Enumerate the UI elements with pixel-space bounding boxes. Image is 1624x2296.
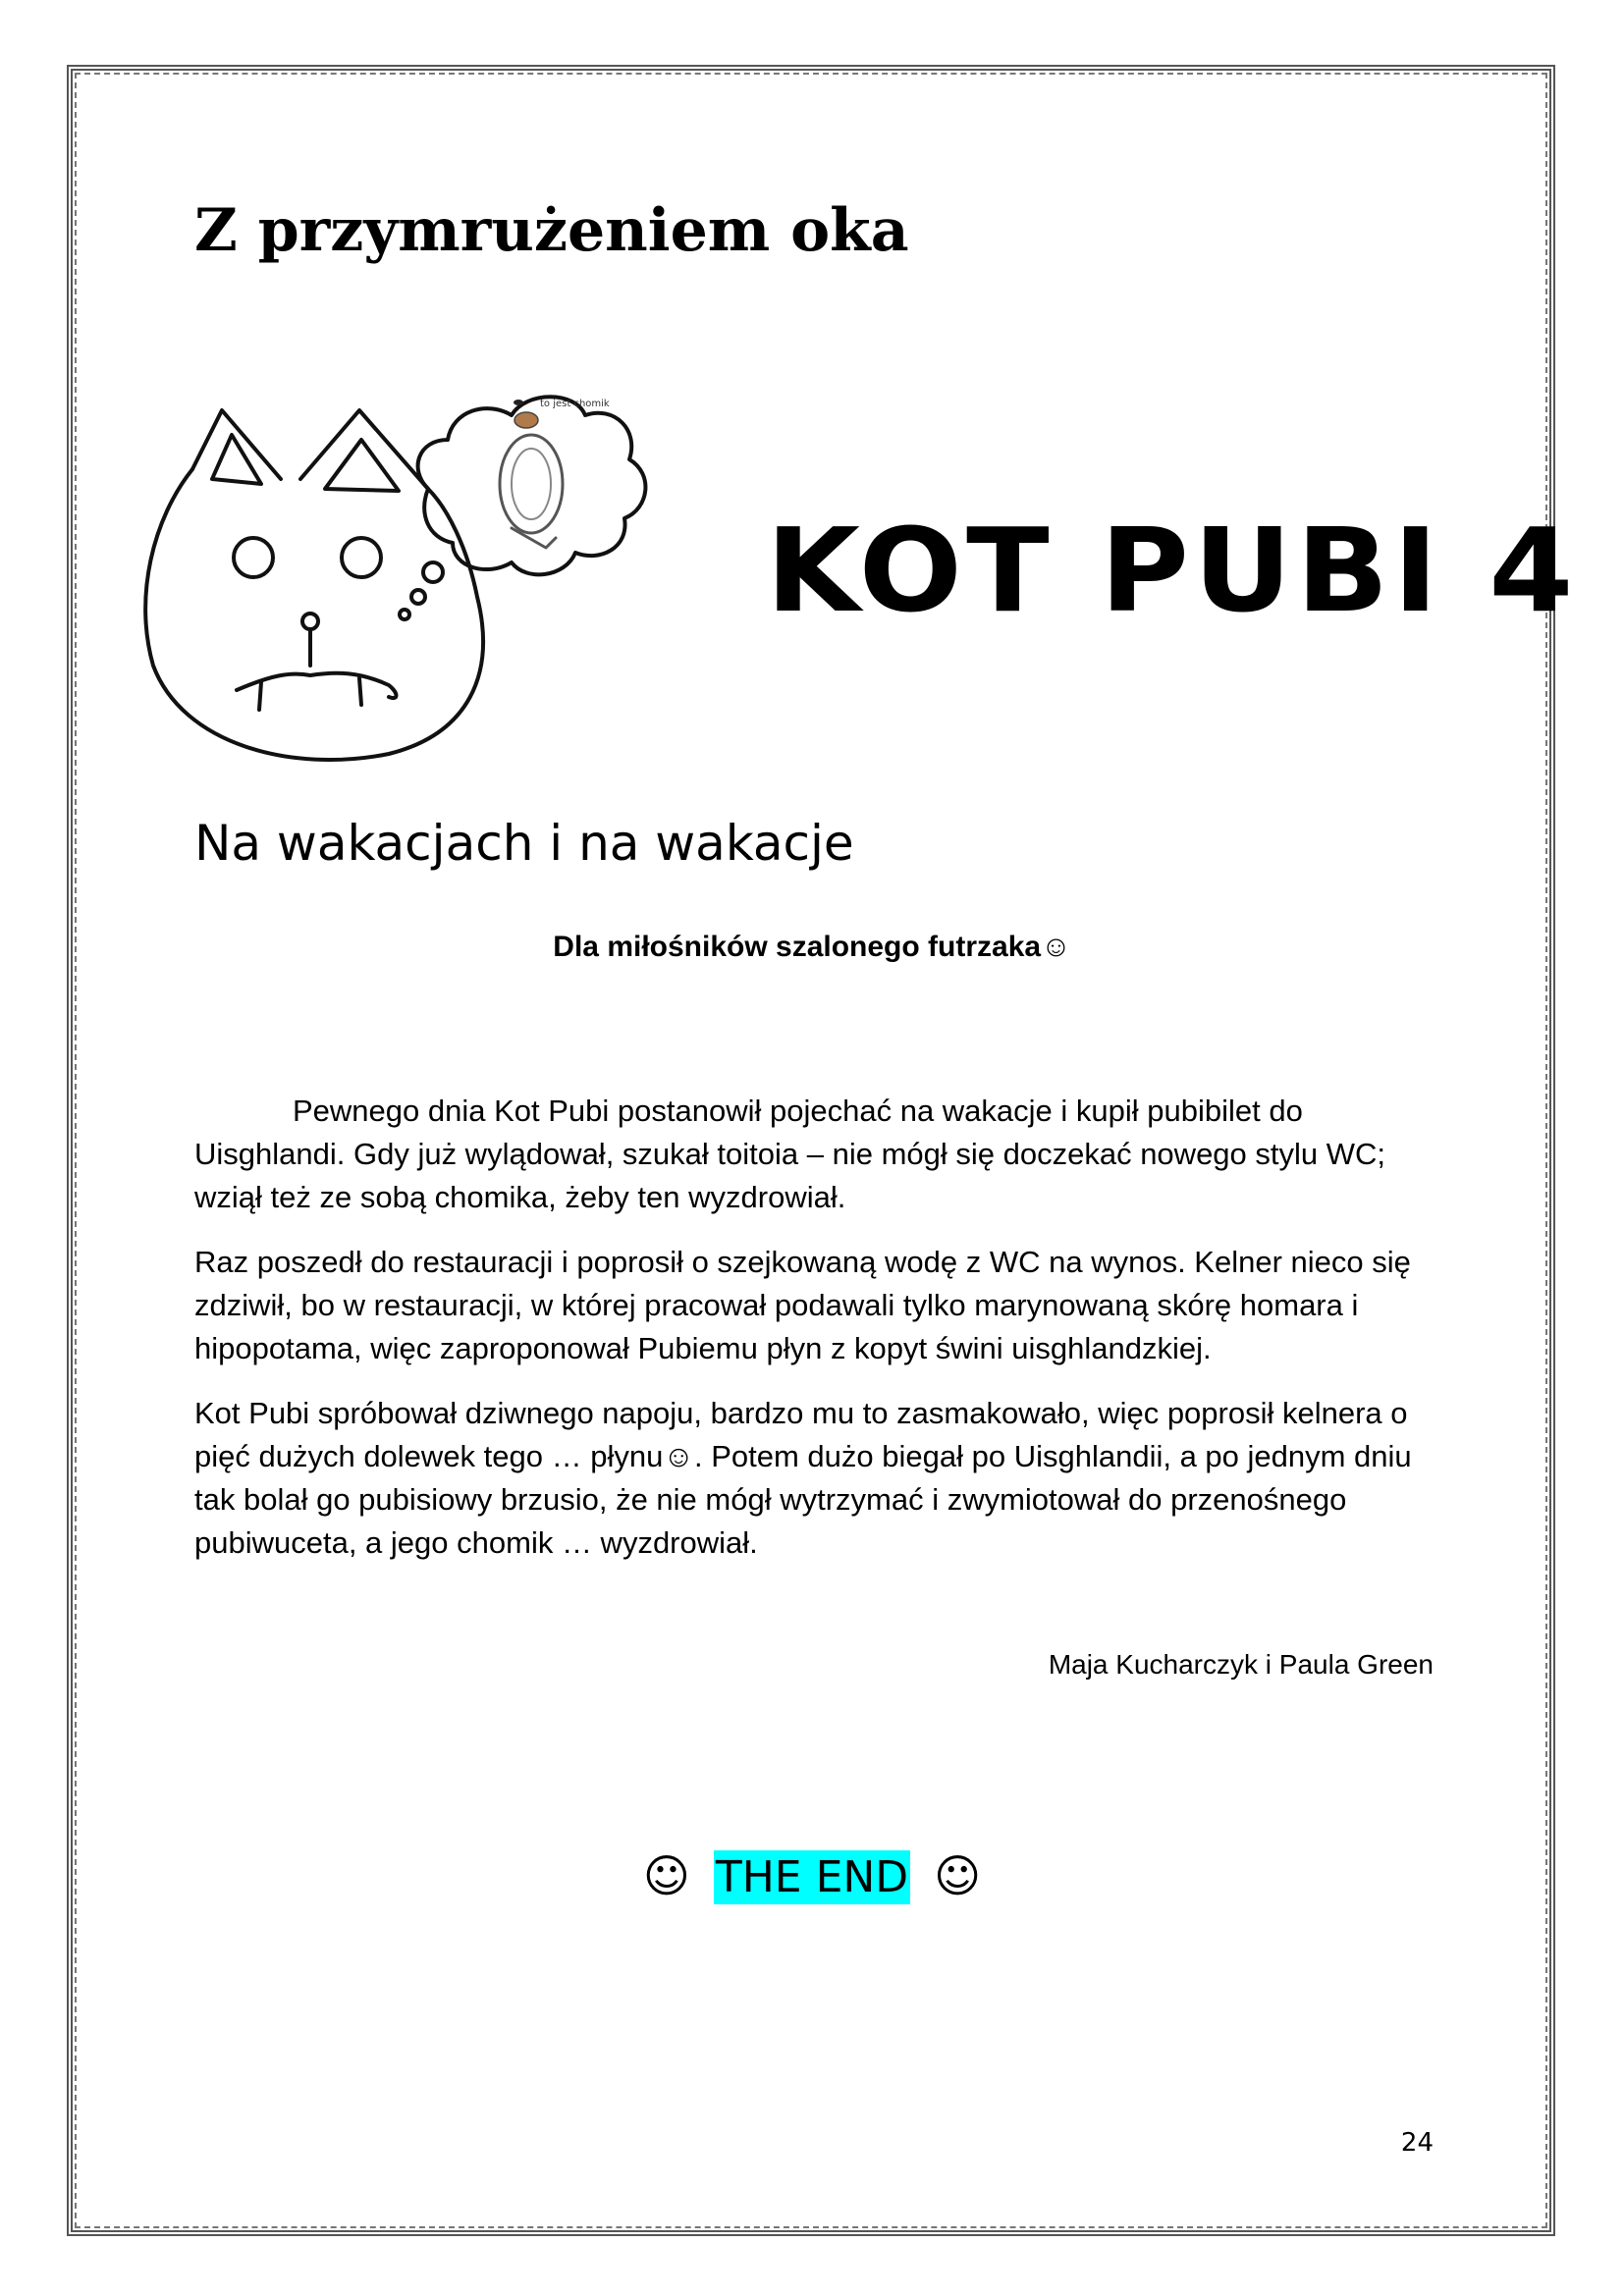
the-end-text: THE END	[715, 1852, 909, 1902]
story-paragraph: Kot Pubi spróbował dziwnego napoju, bardzo mu to zasmakowało, więc poprosił kelnera o pięć dużych dolewek tego … płynu☺. Potem dużo biegał po Uisghlandii, a po jednym dniu tak bolał go pubisiowy brzusio, że nie mógł wytrzymać i zwymiotował do przenośnego pubiwuceta, a jego chomik … wyzdrowiał.	[194, 1396, 1412, 1560]
page-number: 24	[1400, 2128, 1434, 2158]
story-subtitle: Na wakacjach i na wakacje	[194, 815, 854, 872]
story-paragraph: Raz poszedł do restauracji i poprosił o szejkowaną wodę z WC na wynos. Kelner nieco się zdziwił, bo w restauracji, w której pracował podawali tylko marynowaną skórę homara i hipopotama, więc zaproponował Pubiemu płyn z kopyt świni uisghlandzkiej.	[194, 1245, 1411, 1365]
story-paragraph: Pewnego dnia Kot Pubi postanowił pojechać na wakacje i kupił pubibilet do Uisghlandi. Gdy już wylądował, szukał toitoia – nie mógł się doczekać nowego stylu WC; wziął też ze sobą chomika, żeby ten wyzdrowiał.	[194, 1094, 1386, 1214]
story-body	[194, 1090, 1441, 1586]
thought-label: to jest chomik	[540, 399, 610, 409]
authors: Maja Kucharczyk i Paula Green	[1048, 1649, 1434, 1680]
dedication: Dla miłośników szalonego futrzaka☺	[553, 931, 1071, 963]
cat-illustration	[134, 381, 762, 774]
smiley-icon: ☺	[934, 1849, 982, 1902]
smiley-icon: ☺	[642, 1849, 690, 1902]
the-end	[0, 1849, 1624, 1902]
story-headline: KOT PUBI 4	[766, 503, 1578, 638]
section-title: Z przymrużeniem oka	[194, 196, 909, 265]
